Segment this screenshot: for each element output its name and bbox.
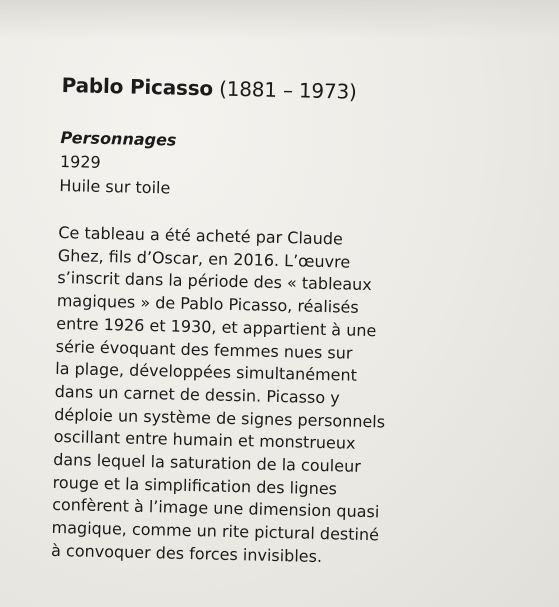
description-line: entre 1926 et 1930, et appartient à une [56,313,377,341]
description-line: déploie un système de signes personnels [54,404,386,432]
wall-shadow [0,0,559,40]
artist-heading [61,72,521,108]
artist-dates: (1881 – 1973) [218,76,357,104]
description-line: série évoquant des femmes nues sur [55,336,353,363]
description-line: rouge et la simplification des lignes [52,472,338,499]
artwork-medium: Huile sur toile [59,175,171,198]
description-line: Ce tableau a été acheté par Claude [58,222,344,249]
description-line: magique, comme un rite pictural destiné [51,518,380,545]
description-line: dans lequel la saturation de la couleur [52,449,362,476]
description-line: s’inscrit dans la période des « tableaux [57,268,372,295]
description-line: oscillant entre humain et monstrueux [53,427,356,454]
artwork-title: Personnages [60,127,177,150]
artwork-year: 1929 [59,151,101,172]
description-line: Ghez, fils d’Oscar, en 2016. L’œuvre [57,245,351,272]
description-line: à convoquer des forces invisibles. [50,540,323,566]
artwork-details [59,126,521,208]
description-line: magiques » de Pablo Picasso, réalisés [56,291,359,317]
artist-name: Pablo Picasso [61,72,214,101]
artwork-description [51,222,519,573]
wall-label-text [51,72,522,573]
description-line: dans un carnet de dessin. Picasso y [54,381,340,408]
description-line: la plage, développées simultanément [55,359,358,385]
description-line: confèrent à l’image une dimension quasi [51,495,380,522]
